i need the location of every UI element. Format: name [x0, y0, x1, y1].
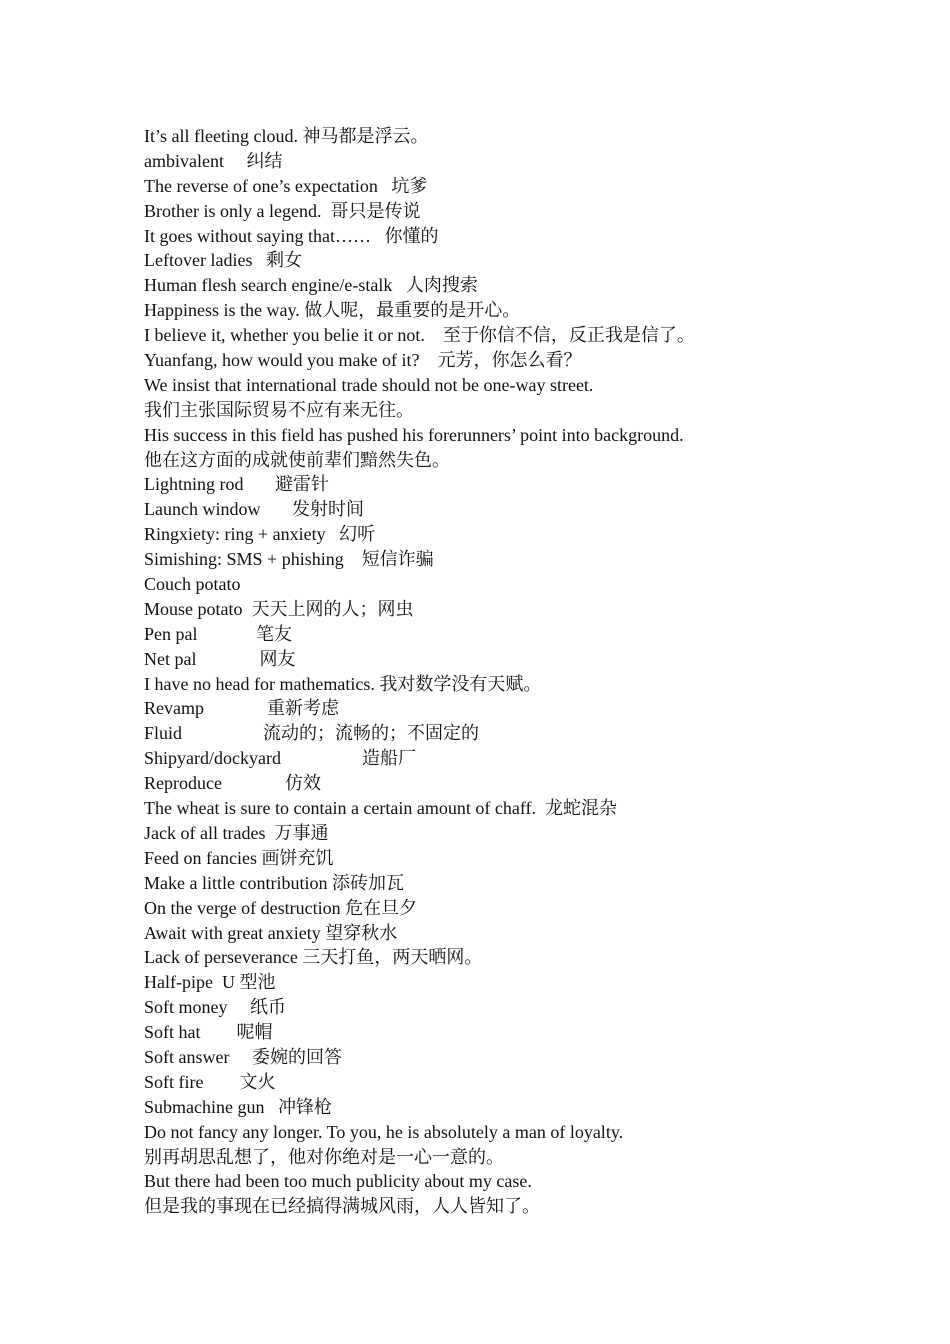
text-line: Jack of all trades 万事通: [144, 822, 329, 843]
text-line: We insist that international trade should not be one-way street.: [144, 374, 594, 395]
text-line: Half-pipe U 型池: [144, 972, 276, 993]
text-line: Leftover ladies 剩女: [144, 250, 302, 271]
text-line: But there had been too much publicity about my case.: [144, 1171, 532, 1192]
text-line: Soft hat 呢帽: [144, 1022, 273, 1043]
text-line: His success in this field has pushed his forerunners’ point into background.: [144, 424, 684, 445]
text-line: Shipyard/dockyard 造船厂: [144, 748, 416, 769]
text-line: 我们主张国际贸易不应有来无往。: [144, 399, 414, 420]
text-line: Await with great anxiety 望穿秋水: [144, 922, 398, 943]
text-line: ambivalent 纠结: [144, 150, 283, 171]
text-line: Happiness is the way. 做人呢，最重要的是开心。: [144, 300, 521, 321]
text-line: Feed on fancies 画饼充饥: [144, 847, 334, 868]
text-line: Simishing: SMS + phishing 短信诈骗: [144, 549, 434, 570]
text-line: 别再胡思乱想了，他对你绝对是一心一意的。: [144, 1146, 504, 1167]
text-line: I have no head for mathematics. 我对数学没有天赋。: [144, 673, 542, 694]
text-line: Pen pal 笔友: [144, 623, 292, 644]
text-line: Mouse potato 天天上网的人；网虫: [144, 598, 414, 619]
text-line: 他在这方面的成就使前辈们黯然失色。: [144, 449, 450, 470]
text-line: Human flesh search engine/e-stalk 人肉搜索: [144, 275, 478, 296]
text-line: Do not fancy any longer. To you, he is absolutely a man of loyalty.: [144, 1121, 624, 1142]
text-line: Lack of perseverance 三天打鱼，两天晒网。: [144, 947, 483, 968]
text-line: The wheat is sure to contain a certain amount of chaff. 龙蛇混杂: [144, 798, 618, 819]
text-line: The reverse of one’s expectation 坑爹: [144, 175, 428, 196]
text-line: Make a little contribution 添砖加瓦: [144, 872, 404, 893]
text-line: Soft fire 文火: [144, 1071, 276, 1092]
text-line: Submachine gun 冲锋枪: [144, 1096, 332, 1117]
text-line: Couch potato: [144, 574, 241, 595]
text-line: Ringxiety: ring + anxiety 幻听: [144, 524, 376, 545]
text-line: 但是我的事现在已经搞得满城风雨，人人皆知了。: [144, 1196, 540, 1217]
text-line: Fluid 流动的；流畅的；不固定的: [144, 723, 480, 744]
text-line: It goes without saying that…… 你懂的: [144, 225, 439, 246]
text-line: Soft answer 委婉的回答: [144, 1046, 342, 1067]
text-line: Yuanfang, how would you make of it? 元芳，你怎么看？: [144, 350, 582, 371]
text-line: Reproduce 仿效: [144, 773, 321, 794]
text-line: Net pal 网友: [144, 648, 296, 669]
text-line: Launch window 发射时间: [144, 499, 364, 520]
text-line: It’s all fleeting cloud. 神马都是浮云。: [144, 126, 429, 146]
text-line: Soft money 纸币: [144, 997, 286, 1018]
text-line: On the verge of destruction 危在旦夕: [144, 897, 418, 918]
text-line: Lightning rod 避雷针: [144, 474, 329, 495]
text-line: Revamp 重新考虑: [144, 698, 339, 719]
text-line: Brother is only a legend. 哥只是传说: [144, 200, 421, 221]
document-page: [144, 124, 864, 1219]
text-line: I believe it, whether you belie it or not. 至于你信不信，反正我是信了。: [144, 325, 695, 346]
